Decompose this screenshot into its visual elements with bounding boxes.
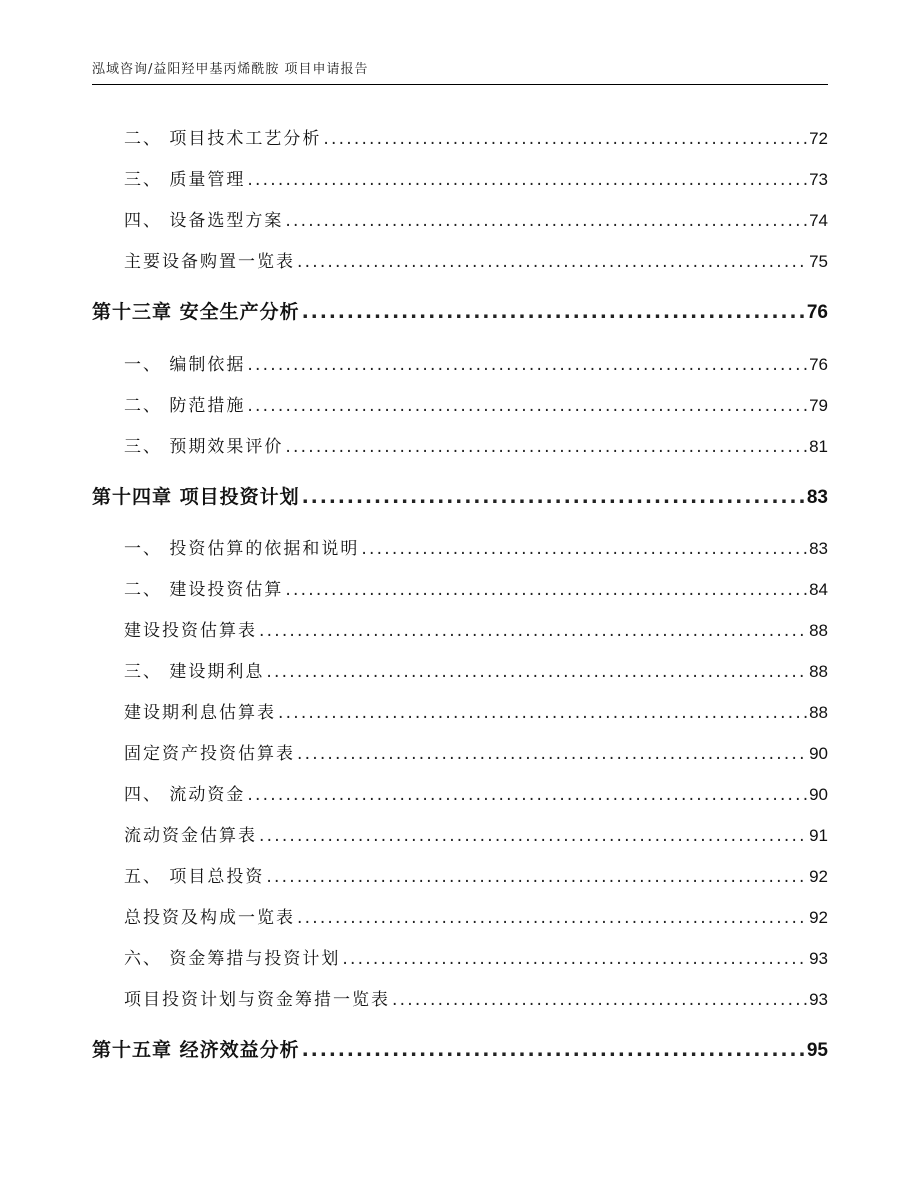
toc-entry[interactable]	[124, 534, 828, 559]
toc-chapter-entry[interactable]	[92, 297, 828, 324]
toc-entry[interactable]	[124, 698, 828, 723]
toc-entry-page: 74	[809, 211, 828, 230]
toc-entry-page: 83	[809, 539, 828, 558]
toc-entry-page: 83	[806, 487, 828, 508]
toc-entry-page: 88	[809, 703, 828, 722]
toc-entry[interactable]	[124, 350, 828, 375]
toc-entry[interactable]	[124, 616, 828, 641]
toc-entry[interactable]	[124, 391, 828, 416]
dot-leader	[259, 826, 808, 846]
toc-entry-title: 项目投资计划与资金筹措一览表	[124, 990, 390, 1010]
dot-leader	[285, 211, 808, 231]
toc-entry-title: 主要设备购置一览表	[124, 252, 295, 272]
toc-entry-title: 三、 建设期利息	[124, 662, 265, 682]
dot-leader	[247, 396, 808, 416]
dot-leader	[247, 785, 808, 805]
dot-leader	[285, 580, 808, 600]
toc-entry-title: 建设投资估算表	[124, 621, 257, 641]
toc-entry-page: 88	[809, 621, 828, 640]
toc-entry-title: 二、 项目技术工艺分析	[124, 129, 322, 149]
toc-entry-page: 79	[809, 396, 828, 415]
dot-leader	[302, 1039, 806, 1061]
toc-entry-page: 73	[809, 170, 828, 189]
toc-entry-title: 一、 投资估算的依据和说明	[124, 539, 360, 559]
toc-entry-title: 四、 设备选型方案	[124, 211, 284, 231]
dot-leader	[302, 301, 806, 323]
dot-leader	[285, 437, 808, 457]
toc-entry[interactable]	[124, 985, 828, 1010]
toc-entry[interactable]	[124, 903, 828, 928]
toc-entry-title: 六、 资金筹措与投资计划	[124, 949, 341, 969]
toc-entry-page: 90	[809, 785, 828, 804]
toc-entry-title: 第十三章 安全生产分析	[92, 301, 300, 323]
dot-leader	[361, 539, 808, 559]
dot-leader	[392, 990, 808, 1010]
toc-entry[interactable]	[124, 206, 828, 231]
toc-entry-title: 四、 流动资金	[124, 785, 246, 805]
toc-entry[interactable]	[124, 821, 828, 846]
toc-entry[interactable]	[124, 165, 828, 190]
toc-entry-page: 93	[809, 990, 828, 1009]
toc-entry[interactable]	[124, 432, 828, 457]
toc-entry-page: 76	[809, 355, 828, 374]
running-header: 泓域咨询/益阳羟甲基丙烯酰胺 项目申请报告	[92, 62, 369, 77]
dot-leader	[297, 252, 808, 272]
toc-entry[interactable]	[124, 944, 828, 969]
toc-entry-page: 76	[806, 302, 828, 323]
toc-entry-title: 第十五章 经济效益分析	[92, 1039, 300, 1061]
toc-entry-page: 84	[809, 580, 828, 599]
toc-entry-page: 95	[806, 1040, 828, 1061]
dot-leader	[266, 867, 808, 887]
toc-entry[interactable]	[124, 657, 828, 682]
dot-leader	[342, 949, 808, 969]
toc-chapter-entry[interactable]	[92, 482, 828, 509]
toc-entry-page: 75	[809, 252, 828, 271]
toc-entry-page: 88	[809, 662, 828, 681]
toc-entry[interactable]	[124, 575, 828, 600]
toc-entry-page: 81	[809, 437, 828, 456]
toc-entry-title: 二、 防范措施	[124, 396, 246, 416]
toc-entry-title: 二、 建设投资估算	[124, 580, 284, 600]
toc-entry-title: 三、 质量管理	[124, 170, 246, 190]
dot-leader	[297, 908, 808, 928]
toc-entry[interactable]	[124, 862, 828, 887]
toc-chapter-entry[interactable]	[92, 1035, 828, 1062]
dot-leader	[266, 662, 808, 682]
toc-entry[interactable]	[124, 124, 828, 149]
dot-leader	[259, 621, 808, 641]
toc-entry-title: 第十四章 项目投资计划	[92, 486, 300, 508]
toc-entry-title: 建设期利息估算表	[124, 703, 276, 723]
toc-entry-title: 总投资及构成一览表	[124, 908, 295, 928]
dot-leader	[323, 129, 808, 149]
toc-entry-title: 流动资金估算表	[124, 826, 257, 846]
dot-leader	[247, 355, 808, 375]
toc-entry[interactable]	[124, 780, 828, 805]
toc-entry-page: 72	[809, 129, 828, 148]
dot-leader	[297, 744, 808, 764]
toc-entry-page: 90	[809, 744, 828, 763]
toc-entry-title: 一、 编制依据	[124, 355, 246, 375]
toc-entry-title: 固定资产投资估算表	[124, 744, 295, 764]
toc-entry-page: 92	[809, 867, 828, 886]
toc-entry[interactable]	[124, 739, 828, 764]
toc-entry-page: 92	[809, 908, 828, 927]
toc-entry-title: 三、 预期效果评价	[124, 437, 284, 457]
dot-leader	[278, 703, 808, 723]
toc-entry-page: 93	[809, 949, 828, 968]
toc-entry-title: 五、 项目总投资	[124, 867, 265, 887]
dot-leader	[247, 170, 808, 190]
dot-leader	[302, 486, 806, 508]
toc-entry[interactable]	[124, 247, 828, 272]
toc-entry-page: 91	[809, 826, 828, 845]
